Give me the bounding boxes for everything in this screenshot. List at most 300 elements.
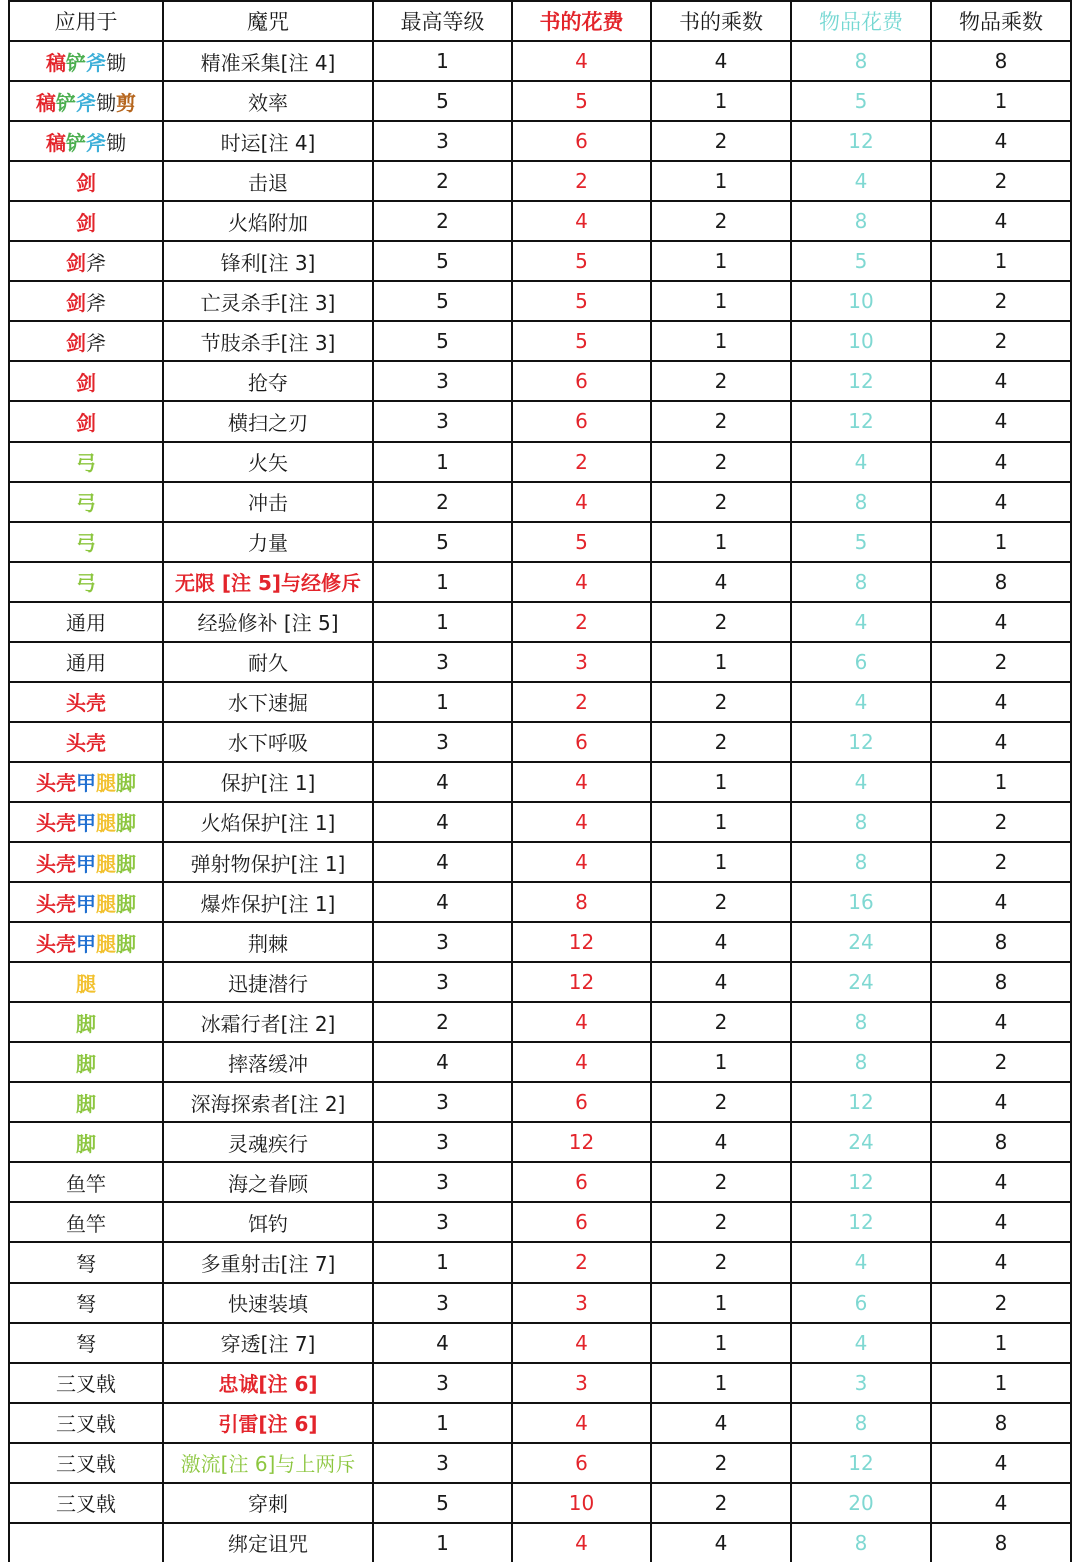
max-level-cell: 5 [373, 1483, 512, 1523]
table-row [9, 442, 1071, 482]
table-row [9, 482, 1071, 522]
book-cost-cell: 6 [512, 1443, 651, 1483]
item-cost-cell: 8 [791, 1523, 931, 1562]
table-row [9, 1082, 1071, 1122]
book-multiplier-cell: 2 [651, 882, 791, 922]
apply-segment: 鱼竿 [66, 1171, 106, 1196]
book-cost-cell: 5 [512, 241, 651, 281]
item-multiplier-cell: 4 [931, 882, 1071, 922]
table-row [9, 121, 1071, 161]
apply-segment: 脚 [116, 931, 136, 956]
item-cost-cell: 8 [791, 41, 931, 81]
item-multiplier-cell: 4 [931, 1443, 1071, 1483]
apply-segment: 铲 [66, 130, 86, 155]
item-cost-cell: 8 [791, 1002, 931, 1042]
item-cost-cell: 24 [791, 962, 931, 1002]
book-cost-cell: 2 [512, 161, 651, 201]
spell-cell: 穿透[注 7] [163, 1323, 373, 1363]
apply-segment: 剑 [66, 250, 86, 275]
max-level-cell: 3 [373, 962, 512, 1002]
book-multiplier-cell: 1 [651, 642, 791, 682]
item-multiplier-cell: 4 [931, 401, 1071, 441]
max-level-cell: 1 [373, 602, 512, 642]
table-row [9, 602, 1071, 642]
book-cost-cell: 2 [512, 1242, 651, 1282]
spell-cell: 穿刺 [163, 1483, 373, 1523]
item-multiplier-cell: 2 [931, 802, 1071, 842]
apply-segment: 剪 [116, 90, 136, 115]
table-row [9, 241, 1071, 281]
item-multiplier-cell: 1 [931, 81, 1071, 121]
max-level-cell: 1 [373, 1523, 512, 1562]
book-cost-cell: 6 [512, 1162, 651, 1202]
apply-cell [9, 442, 163, 482]
item-cost-cell: 12 [791, 401, 931, 441]
apply-cell [9, 1323, 163, 1363]
book-multiplier-cell: 2 [651, 1002, 791, 1042]
table-row [9, 762, 1071, 802]
item-cost-cell: 5 [791, 81, 931, 121]
book-multiplier-cell: 4 [651, 1523, 791, 1562]
table-row [9, 1483, 1071, 1523]
item-multiplier-cell: 8 [931, 1122, 1071, 1162]
max-level-cell: 1 [373, 41, 512, 81]
apply-segment: 弓 [76, 531, 96, 556]
apply-cell [9, 41, 163, 81]
book-multiplier-cell: 1 [651, 81, 791, 121]
apply-segment: 斧 [86, 50, 106, 75]
table-row [9, 922, 1071, 962]
item-multiplier-cell: 8 [931, 562, 1071, 602]
max-level-cell: 1 [373, 442, 512, 482]
apply-cell [9, 1202, 163, 1242]
item-cost-cell: 6 [791, 642, 931, 682]
table-body [9, 41, 1071, 1562]
table-row [9, 1202, 1071, 1242]
book-multiplier-cell: 1 [651, 161, 791, 201]
book-multiplier-cell: 1 [651, 1323, 791, 1363]
apply-cell [9, 1162, 163, 1202]
apply-segment: 稿 [36, 90, 56, 115]
item-cost-cell: 8 [791, 201, 931, 241]
apply-segment: 剑 [76, 170, 96, 195]
spell-cell: 海之眷顾 [163, 1162, 373, 1202]
spell-cell: 爆炸保护[注 1] [163, 882, 373, 922]
item-cost-cell: 4 [791, 1323, 931, 1363]
item-multiplier-cell: 4 [931, 602, 1071, 642]
max-level-cell: 2 [373, 201, 512, 241]
apply-segment: 锄 [106, 130, 126, 155]
apply-segment: 弩 [76, 1251, 96, 1276]
book-cost-cell: 4 [512, 41, 651, 81]
header-row [9, 1, 1071, 41]
table-row [9, 962, 1071, 1002]
item-cost-cell: 12 [791, 1202, 931, 1242]
apply-segment: 剑 [76, 210, 96, 235]
table-row [9, 81, 1071, 121]
item-multiplier-cell: 4 [931, 482, 1071, 522]
spell-cell: 激流[注 6]与上两斥 [163, 1443, 373, 1483]
item-cost-cell: 4 [791, 602, 931, 642]
book-multiplier-cell: 2 [651, 1483, 791, 1523]
book-cost-cell: 5 [512, 281, 651, 321]
item-multiplier-cell: 4 [931, 682, 1071, 722]
spell-cell: 锋利[注 3] [163, 241, 373, 281]
book-cost-cell: 6 [512, 1082, 651, 1122]
spell-cell: 弹射物保护[注 1] [163, 842, 373, 882]
apply-segment: 腿 [96, 891, 116, 916]
max-level-cell: 3 [373, 922, 512, 962]
table-row [9, 1363, 1071, 1403]
book-multiplier-cell: 4 [651, 562, 791, 602]
item-multiplier-cell: 2 [931, 281, 1071, 321]
book-cost-cell: 4 [512, 482, 651, 522]
item-multiplier-cell: 4 [931, 201, 1071, 241]
item-cost-cell: 4 [791, 762, 931, 802]
apply-segment: 剑 [76, 410, 96, 435]
item-multiplier-cell: 1 [931, 762, 1071, 802]
apply-cell [9, 1042, 163, 1082]
spell-cell: 力量 [163, 522, 373, 562]
book-cost-cell: 2 [512, 442, 651, 482]
spell-cell: 时运[注 4] [163, 121, 373, 161]
table-row [9, 682, 1071, 722]
item-multiplier-cell: 4 [931, 1162, 1071, 1202]
apply-segment: 弩 [76, 1292, 96, 1317]
spell-cell: 冲击 [163, 482, 373, 522]
max-level-cell: 2 [373, 1002, 512, 1042]
spell-cell: 摔落缓冲 [163, 1042, 373, 1082]
apply-segment: 甲 [76, 931, 96, 956]
table-row [9, 562, 1071, 602]
apply-cell [9, 241, 163, 281]
table-row [9, 642, 1071, 682]
spell-cell: 耐久 [163, 642, 373, 682]
apply-segment: 弓 [76, 571, 96, 596]
table-row [9, 361, 1071, 401]
apply-segment: 脚 [76, 1051, 96, 1076]
apply-cell [9, 562, 163, 602]
book-cost-cell: 4 [512, 1323, 651, 1363]
item-multiplier-cell: 4 [931, 1002, 1071, 1042]
apply-segment: 甲 [76, 891, 96, 916]
item-multiplier-cell: 2 [931, 321, 1071, 361]
item-multiplier-cell: 8 [931, 1403, 1071, 1443]
book-multiplier-cell: 4 [651, 962, 791, 1002]
book-multiplier-cell: 2 [651, 682, 791, 722]
item-cost-cell: 10 [791, 281, 931, 321]
max-level-cell: 4 [373, 1042, 512, 1082]
spell-cell: 引雷[注 6] [163, 1403, 373, 1443]
apply-cell [9, 201, 163, 241]
book-cost-cell: 4 [512, 762, 651, 802]
spell-cell: 迅捷潜行 [163, 962, 373, 1002]
apply-cell [9, 1283, 163, 1323]
apply-segment: 甲 [76, 811, 96, 836]
enchantment-table [8, 0, 1072, 1562]
apply-cell [9, 161, 163, 201]
item-multiplier-cell: 4 [931, 1202, 1071, 1242]
apply-segment: 斧 [86, 290, 106, 315]
spell-cell: 抢夺 [163, 361, 373, 401]
item-cost-cell: 12 [791, 722, 931, 762]
book-cost-cell: 4 [512, 562, 651, 602]
apply-segment: 斧 [86, 130, 106, 155]
apply-segment: 三叉戟 [56, 1372, 116, 1397]
item-cost-cell: 8 [791, 842, 931, 882]
spell-cell: 火焰保护[注 1] [163, 802, 373, 842]
apply-cell [9, 81, 163, 121]
table-row [9, 1162, 1071, 1202]
apply-cell [9, 762, 163, 802]
item-cost-cell: 4 [791, 161, 931, 201]
apply-cell [9, 602, 163, 642]
apply-cell [9, 802, 163, 842]
apply-cell [9, 882, 163, 922]
book-multiplier-cell: 1 [651, 1042, 791, 1082]
item-cost-cell: 8 [791, 1042, 931, 1082]
header-apply: 应用于 [9, 1, 163, 41]
book-cost-cell: 5 [512, 81, 651, 121]
item-cost-cell: 12 [791, 1162, 931, 1202]
spell-cell: 火矢 [163, 442, 373, 482]
apply-segment: 头壳 [66, 691, 106, 716]
apply-segment: 剑 [66, 290, 86, 315]
book-multiplier-cell: 1 [651, 802, 791, 842]
item-multiplier-cell: 4 [931, 1082, 1071, 1122]
max-level-cell: 2 [373, 482, 512, 522]
apply-cell [9, 922, 163, 962]
table-row [9, 802, 1071, 842]
max-level-cell: 3 [373, 1443, 512, 1483]
max-level-cell: 3 [373, 1122, 512, 1162]
max-level-cell: 4 [373, 762, 512, 802]
apply-cell [9, 1242, 163, 1282]
item-cost-cell: 24 [791, 1122, 931, 1162]
book-multiplier-cell: 4 [651, 1122, 791, 1162]
table-row [9, 321, 1071, 361]
table-row [9, 1122, 1071, 1162]
max-level-cell: 5 [373, 281, 512, 321]
apply-cell [9, 401, 163, 441]
apply-segment: 稿 [46, 50, 66, 75]
apply-segment: 头壳 [36, 771, 76, 796]
max-level-cell: 4 [373, 802, 512, 842]
book-cost-cell: 4 [512, 842, 651, 882]
item-cost-cell: 8 [791, 562, 931, 602]
apply-cell [9, 1122, 163, 1162]
item-cost-cell: 8 [791, 802, 931, 842]
item-multiplier-cell: 4 [931, 1242, 1071, 1282]
item-multiplier-cell: 8 [931, 962, 1071, 1002]
apply-cell [9, 722, 163, 762]
book-cost-cell: 3 [512, 1283, 651, 1323]
item-multiplier-cell: 4 [931, 442, 1071, 482]
apply-segment: 头壳 [36, 891, 76, 916]
apply-cell [9, 682, 163, 722]
apply-segment: 甲 [76, 771, 96, 796]
book-multiplier-cell: 2 [651, 201, 791, 241]
item-multiplier-cell: 2 [931, 1283, 1071, 1323]
apply-segment: 锄 [96, 90, 116, 115]
table-row [9, 1283, 1071, 1323]
apply-cell [9, 121, 163, 161]
header-max-level: 最高等级 [373, 1, 512, 41]
max-level-cell: 3 [373, 642, 512, 682]
apply-cell [9, 1523, 163, 1562]
spell-cell: 精准采集[注 4] [163, 41, 373, 81]
spell-cell: 荆棘 [163, 922, 373, 962]
table-row [9, 1323, 1071, 1363]
apply-segment: 腿 [96, 771, 116, 796]
max-level-cell: 5 [373, 522, 512, 562]
apply-segment: 剑 [66, 330, 86, 355]
apply-cell [9, 1363, 163, 1403]
item-cost-cell: 12 [791, 1082, 931, 1122]
item-multiplier-cell: 2 [931, 842, 1071, 882]
apply-segment: 头壳 [36, 811, 76, 836]
max-level-cell: 3 [373, 1202, 512, 1242]
item-cost-cell: 3 [791, 1363, 931, 1403]
spell-cell: 水下呼吸 [163, 722, 373, 762]
spell-cell: 饵钓 [163, 1202, 373, 1242]
spell-cell: 灵魂疾行 [163, 1122, 373, 1162]
apply-segment: 脚 [116, 851, 136, 876]
book-multiplier-cell: 2 [651, 1082, 791, 1122]
max-level-cell: 3 [373, 1162, 512, 1202]
apply-cell [9, 842, 163, 882]
header-spell: 魔咒 [163, 1, 373, 41]
apply-segment: 脚 [116, 891, 136, 916]
item-multiplier-cell: 1 [931, 1363, 1071, 1403]
max-level-cell: 5 [373, 241, 512, 281]
apply-segment: 脚 [76, 1011, 96, 1036]
book-multiplier-cell: 2 [651, 482, 791, 522]
apply-segment: 三叉戟 [56, 1492, 116, 1517]
max-level-cell: 5 [373, 81, 512, 121]
book-cost-cell: 3 [512, 642, 651, 682]
book-cost-cell: 4 [512, 201, 651, 241]
apply-segment: 头壳 [36, 851, 76, 876]
header-item-multiplier: 物品乘数 [931, 1, 1071, 41]
max-level-cell: 3 [373, 121, 512, 161]
max-level-cell: 3 [373, 1283, 512, 1323]
book-multiplier-cell: 4 [651, 41, 791, 81]
book-multiplier-cell: 1 [651, 241, 791, 281]
apply-segment: 斧 [86, 330, 106, 355]
book-multiplier-cell: 2 [651, 722, 791, 762]
apply-segment: 弓 [76, 451, 96, 476]
item-multiplier-cell: 2 [931, 161, 1071, 201]
apply-segment: 脚 [116, 811, 136, 836]
book-cost-cell: 6 [512, 121, 651, 161]
book-cost-cell: 12 [512, 962, 651, 1002]
spell-cell: 多重射击[注 7] [163, 1242, 373, 1282]
item-cost-cell: 24 [791, 922, 931, 962]
apply-segment: 锄 [106, 50, 126, 75]
apply-cell [9, 1403, 163, 1443]
header-book-multiplier: 书的乘数 [651, 1, 791, 41]
spell-cell: 无限 [注 5]与经修斥 [163, 562, 373, 602]
book-multiplier-cell: 2 [651, 442, 791, 482]
max-level-cell: 3 [373, 1082, 512, 1122]
apply-segment: 三叉戟 [56, 1452, 116, 1477]
item-multiplier-cell: 8 [931, 922, 1071, 962]
book-multiplier-cell: 1 [651, 842, 791, 882]
max-level-cell: 1 [373, 562, 512, 602]
item-cost-cell: 12 [791, 361, 931, 401]
spell-cell: 经验修补 [注 5] [163, 602, 373, 642]
max-level-cell: 1 [373, 682, 512, 722]
item-multiplier-cell: 1 [931, 241, 1071, 281]
book-multiplier-cell: 1 [651, 321, 791, 361]
spell-cell: 保护[注 1] [163, 762, 373, 802]
spell-cell: 效率 [163, 81, 373, 121]
apply-cell [9, 962, 163, 1002]
book-cost-cell: 4 [512, 1403, 651, 1443]
table-row [9, 1242, 1071, 1282]
item-cost-cell: 10 [791, 321, 931, 361]
apply-cell [9, 1483, 163, 1523]
book-cost-cell: 12 [512, 922, 651, 962]
book-cost-cell: 12 [512, 1122, 651, 1162]
apply-segment: 铲 [66, 50, 86, 75]
book-cost-cell: 5 [512, 522, 651, 562]
book-cost-cell: 8 [512, 882, 651, 922]
apply-cell [9, 281, 163, 321]
item-multiplier-cell: 8 [931, 41, 1071, 81]
book-multiplier-cell: 1 [651, 1283, 791, 1323]
spell-cell: 水下速掘 [163, 682, 373, 722]
item-multiplier-cell: 4 [931, 361, 1071, 401]
book-cost-cell: 4 [512, 1002, 651, 1042]
apply-segment: 脚 [76, 1131, 96, 1156]
apply-segment: 鱼竿 [66, 1211, 106, 1236]
apply-segment: 三叉戟 [56, 1412, 116, 1437]
apply-segment: 稿 [46, 130, 66, 155]
apply-cell [9, 642, 163, 682]
max-level-cell: 4 [373, 882, 512, 922]
book-cost-cell: 4 [512, 1042, 651, 1082]
apply-cell [9, 522, 163, 562]
item-multiplier-cell: 4 [931, 1483, 1071, 1523]
max-level-cell: 4 [373, 1323, 512, 1363]
item-cost-cell: 5 [791, 522, 931, 562]
apply-segment: 脚 [116, 771, 136, 796]
table-row [9, 842, 1071, 882]
book-cost-cell: 6 [512, 722, 651, 762]
item-multiplier-cell: 4 [931, 722, 1071, 762]
book-cost-cell: 6 [512, 361, 651, 401]
apply-cell [9, 1082, 163, 1122]
apply-segment: 腿 [96, 851, 116, 876]
book-multiplier-cell: 1 [651, 522, 791, 562]
max-level-cell: 3 [373, 401, 512, 441]
apply-segment: 通用 [66, 611, 106, 636]
item-cost-cell: 5 [791, 241, 931, 281]
book-multiplier-cell: 2 [651, 1162, 791, 1202]
apply-segment: 头壳 [66, 731, 106, 756]
book-multiplier-cell: 2 [651, 602, 791, 642]
table-row [9, 161, 1071, 201]
item-cost-cell: 8 [791, 1403, 931, 1443]
book-cost-cell: 4 [512, 802, 651, 842]
apply-cell [9, 1002, 163, 1042]
item-cost-cell: 16 [791, 882, 931, 922]
book-multiplier-cell: 2 [651, 361, 791, 401]
spell-cell: 绑定诅咒 [163, 1523, 373, 1562]
max-level-cell: 3 [373, 1363, 512, 1403]
